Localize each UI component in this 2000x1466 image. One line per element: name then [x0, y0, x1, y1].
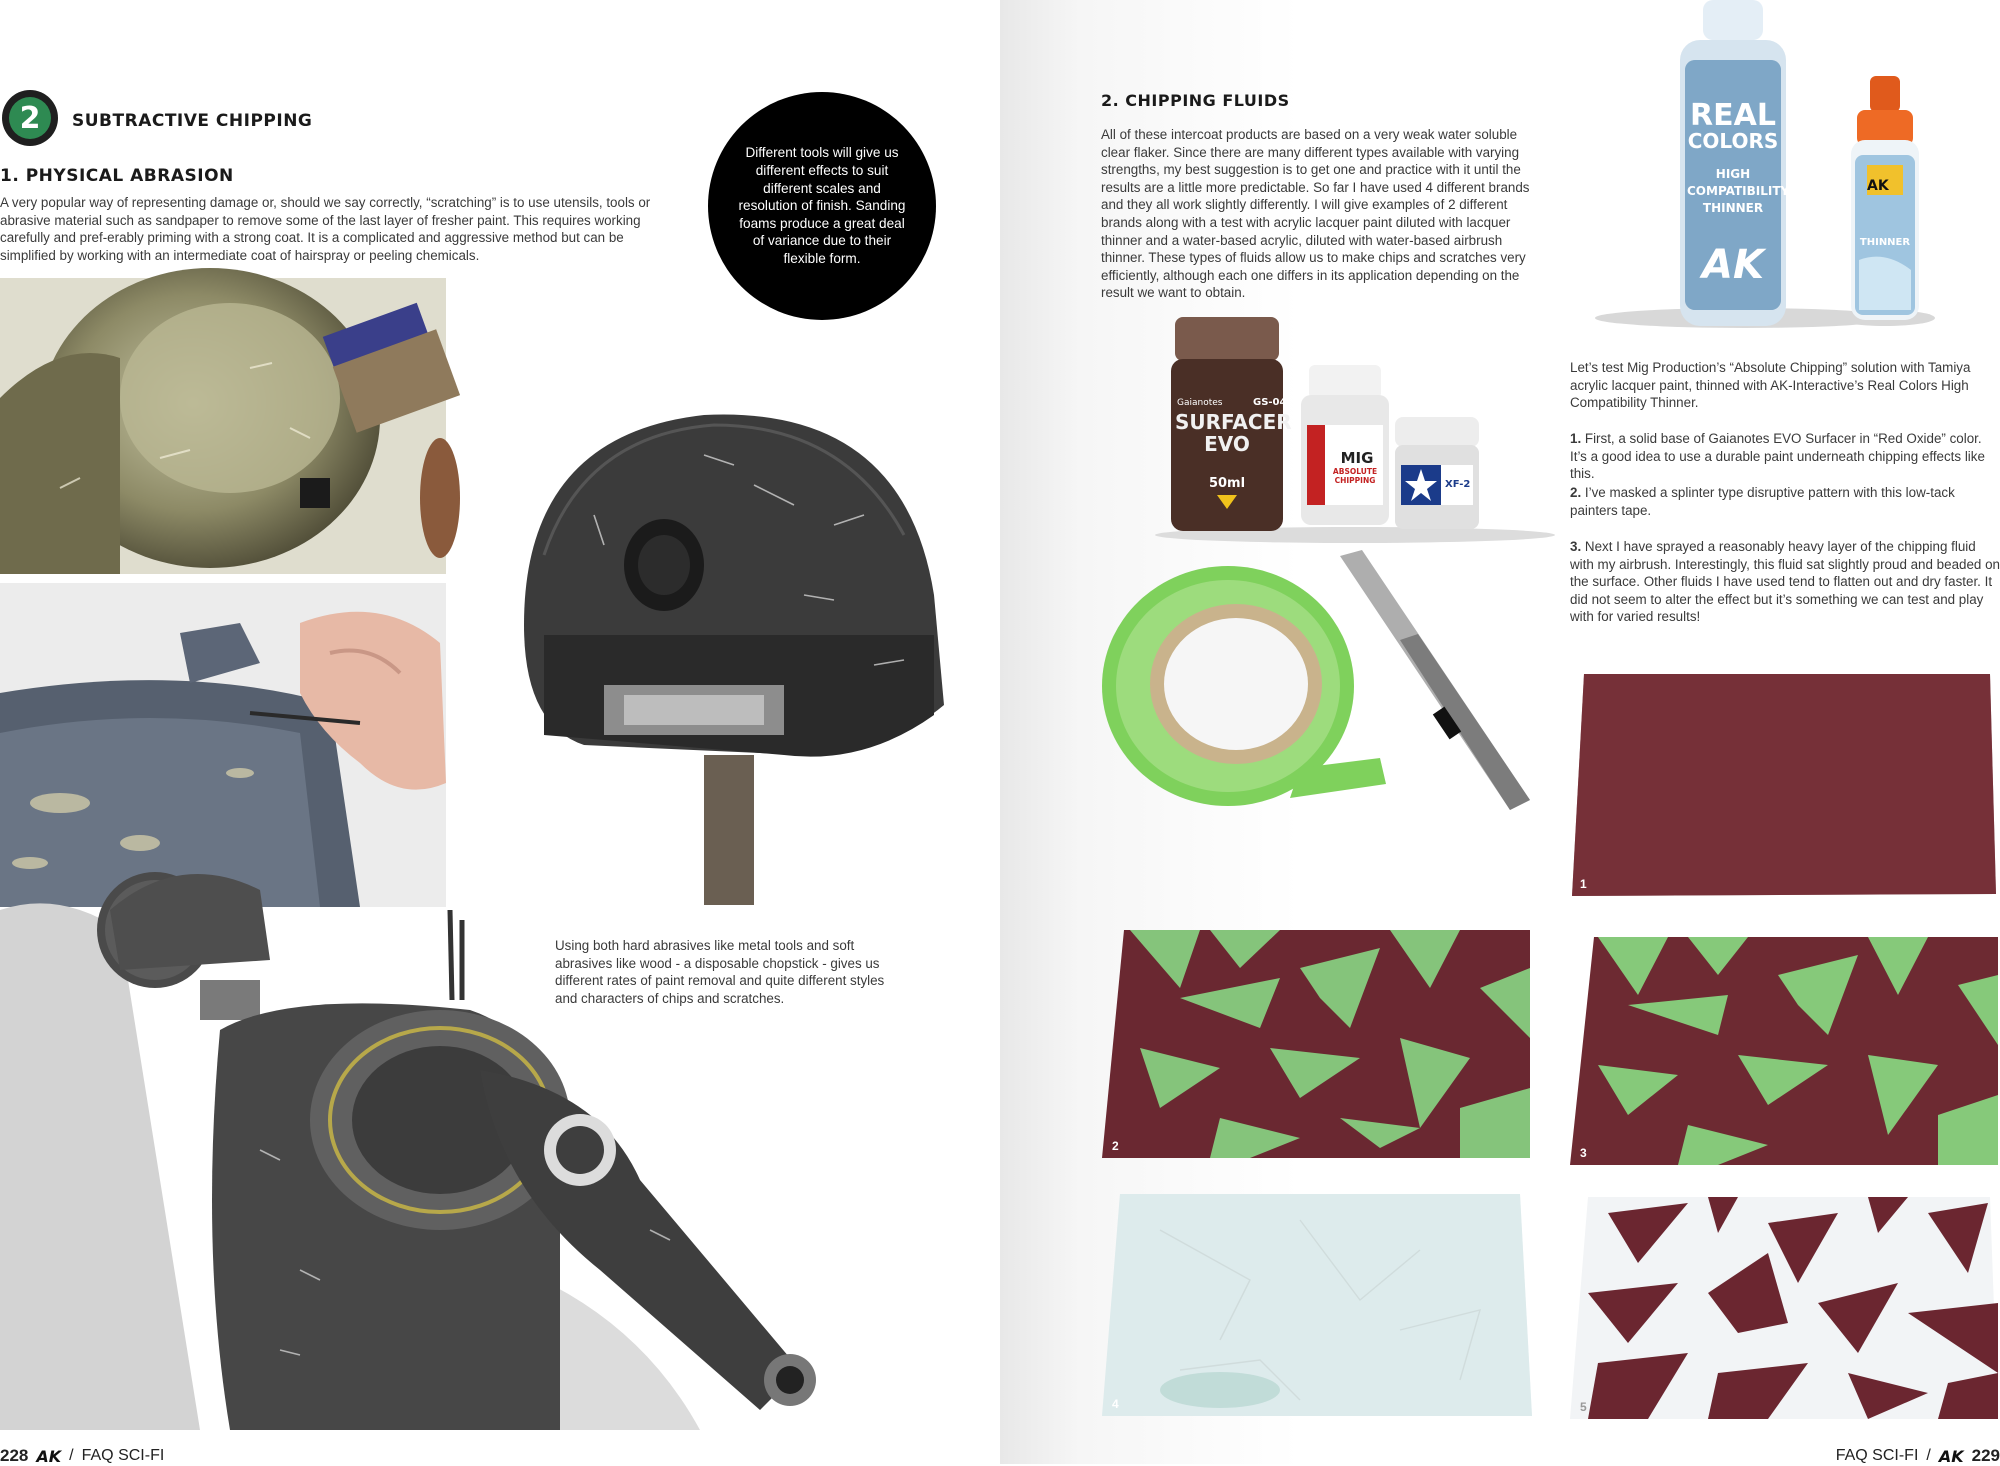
panel-label-4: 4	[1112, 1397, 1119, 1411]
bottle-big-line1: REAL	[1690, 98, 1776, 133]
test-panel-1	[1570, 670, 1998, 900]
step-2	[1570, 484, 2000, 519]
panel-label-5: 5	[1580, 1400, 1587, 1414]
svg-text:AK: AK	[1867, 178, 1889, 194]
callout-text: Different tools will give us different effects to suit different scales and resolution of finish. Sanding foams produce a great deal of variance due to their flexible form.	[738, 145, 906, 266]
page-number-right: 229	[1971, 1446, 2000, 1465]
subsection-title: 1. PHYSICAL ABRASION	[0, 166, 234, 186]
test-panel-5	[1568, 1193, 2000, 1423]
right-page	[1000, 0, 2000, 1464]
jar3-code: XF-2	[1445, 479, 1471, 490]
photo-droid-head	[504, 395, 944, 905]
bottle-big-line2: COLORS	[1687, 129, 1779, 153]
intro-paragraph: A very popular way of representing damage or, should we say correctly, “scratching” is to use utensils, tools or abrasive material such as sandpaper to remove some of the last layer of fresher paint. This requires working carefully and pref-erably priming with a strong coat. It is a complicated and aggressive method but can be simplified by working with an intermediate coat of hairspray or peeling chemicals.	[0, 195, 651, 263]
test-panel-3	[1568, 935, 2000, 1167]
bottle-big-line3: HIGH COMPATIBILITY THINNER	[1687, 167, 1790, 215]
section-number: 2	[9, 97, 51, 139]
panel-label-3: 3	[1580, 1146, 1587, 1160]
step-3-number: 3.	[1570, 539, 1582, 554]
step-3	[1570, 538, 2000, 626]
jar2-name: MIG	[1340, 449, 1374, 467]
panel-label-2: 2	[1112, 1139, 1119, 1153]
test-panel-2	[1100, 928, 1532, 1160]
jar2-sub: ABSOLUTE CHIPPING	[1332, 467, 1378, 485]
photo-paint-jars	[1145, 315, 1565, 545]
test-intro-paragraph: Let’s test Mig Production’s “Absolute Chipping” solution with Tamiya acrylic lacquer paint, thinned with AK-Interactive’s Real Colors High Compatibility Thinner.	[1570, 360, 1971, 411]
test-panel-4	[1100, 1190, 1532, 1418]
step-1-text: First, a solid base of Gaianotes EVO Surfacer in “Red Oxide” color. It’s a good idea to use a durable paint underneath chipping effects like this.	[1570, 431, 1985, 482]
footer-series-right: FAQ SCI-FI	[1835, 1447, 1919, 1464]
section-title: SUBTRACTIVE CHIPPING	[72, 111, 313, 131]
jar1-volume: 50ml	[1208, 476, 1246, 491]
left-page	[0, 0, 1000, 1464]
step-2-number: 2.	[1570, 485, 1582, 500]
photo-tape-and-knife	[1100, 548, 1540, 824]
step-1-number: 1.	[1570, 431, 1582, 446]
photo-thinner-bottles	[1555, 0, 2000, 330]
bottle-small-label: THINNER	[1859, 237, 1911, 248]
footer-right	[1836, 1446, 2000, 1466]
step-3-text: Next I have sprayed a reasonably heavy layer of the chipping fluid with my airbrush. Interestingly, this fluid sat slightly proud and beaded on the surface. Other fluids I have used tend to flatten out and dry faster. It did not seem to alter the effect but it’s something we can test and play with for varied results!	[1570, 539, 2000, 625]
jar1-brand: Gaianotes	[1177, 398, 1223, 408]
page-number-left: 228	[0, 1446, 29, 1465]
section-number-badge	[2, 90, 58, 146]
section-title-right: 2. CHIPPING FLUIDS	[1101, 91, 1290, 110]
ak-logo-right: AK	[1938, 1446, 1964, 1466]
step-2-text: I’ve masked a splinter type disruptive pattern with this low-tack painters tape.	[1570, 485, 1955, 518]
panel-label-1: 1	[1580, 877, 1587, 891]
photo-sanding-sponge	[0, 278, 446, 574]
bottle-big-brand: AK	[1702, 242, 1764, 288]
step-1	[1570, 430, 2000, 483]
jar1-code: GS-04	[1253, 397, 1287, 408]
intro-paragraph-right: All of these intercoat products are based on a very weak water soluble clear flaker. Since there are many different types available with varying strengths, my best suggestion is to get one and practice with it until the results are a little more predictable. So far I have used 4 different brands and they all work slightly differently. I will give examples of 2 different brands along with a test with acrylic lacquer paint diluted with lacquer thinner and a water-based acrylic, diluted with water-based airbrush thinner. These types of fluids allow us to make chips and scratches very efficiently, although each one differs in its application depending on the result we want to obtain.	[1101, 127, 1530, 301]
footer-separator-right: /	[1926, 1447, 1931, 1464]
caption-paragraph: Using both hard abrasives like metal tools and soft abrasives like wood - a disposable chopstick - gives us different rates of paint removal and quite different styles and characters of chips and scratches.	[555, 938, 885, 1006]
footer-separator-left: /	[69, 1447, 74, 1464]
footer-left	[0, 1446, 164, 1466]
ak-logo-left: AK	[36, 1446, 62, 1466]
footer-series-left: FAQ SCI-FI	[81, 1447, 165, 1464]
jar1-name: SURFACER EVO	[1175, 410, 1292, 456]
callout-circle	[708, 92, 936, 320]
